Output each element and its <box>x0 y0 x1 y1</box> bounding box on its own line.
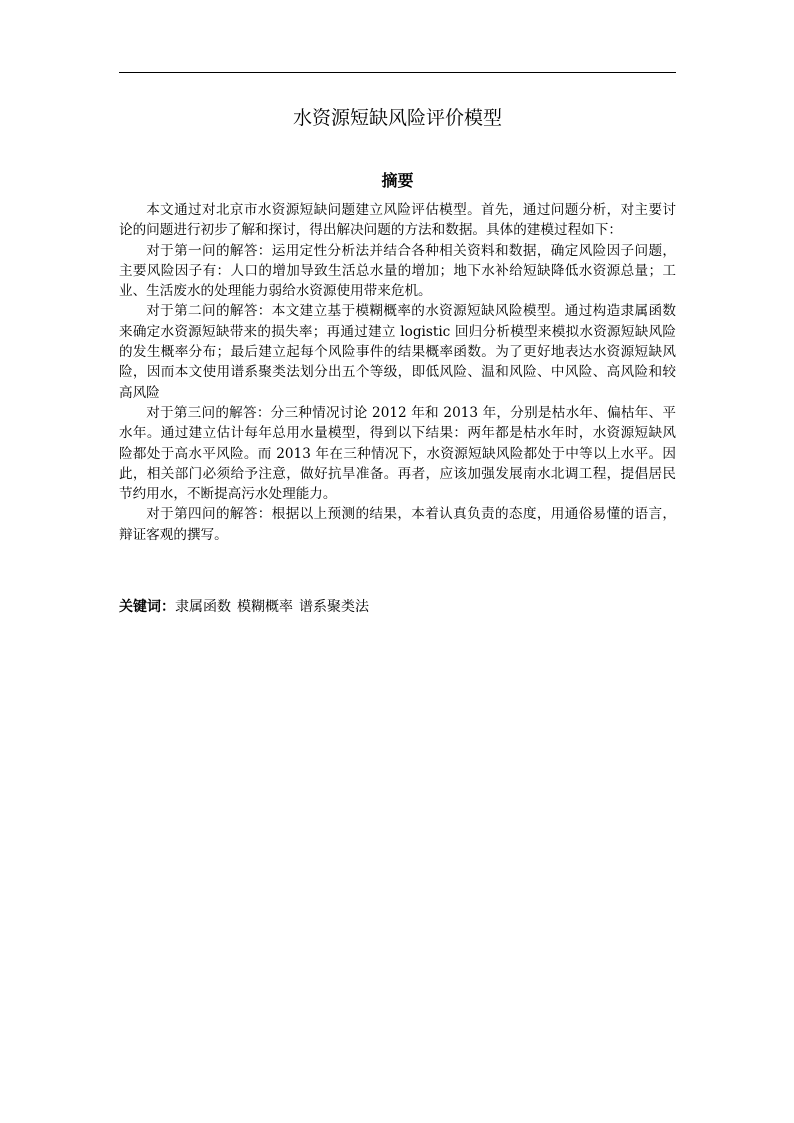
abstract-heading: 摘要 <box>381 171 414 190</box>
keywords-label: 关键词： <box>119 599 175 615</box>
abstract-paragraph-q2: 对于第二问的解答：本文建立基于模糊概率的水资源短缺风险模型。通过构造隶属函数来确定水资源短缺带来的损失率；再通过建立 logistic 回归分析模型来模拟水资源短缺风险的发生概率分布；最后建立起每个风险事件的结果概率函数。为了更好地表达水资源短缺风险，因而本文使用谱系聚类法划分出五个等级，即低风险、温和风险、中风险、高风险和较高风险 <box>119 303 676 401</box>
keyword-item: 谱系聚类法 <box>299 599 369 615</box>
header-rule <box>119 72 676 73</box>
abstract-paragraph-q1: 对于第一问的解答：运用定性分析法并结合各种相关资料和数据，确定风险因子问题，主要风险因子有：人口的增加导致生活总水量的增加；地下水补给短缺降低水资源总量；工业、生活废水的处理能力弱给水资源使用带来危机。 <box>119 242 676 300</box>
paper-title: 水资源短缺风险评价模型 <box>292 107 502 129</box>
abstract-paragraph-intro: 本文通过对北京市水资源短缺问题建立风险评估模型。首先，通过问题分析，对主要讨论的问题进行初步了解和探讨，得出解决问题的方法和数据。具体的建模过程如下： <box>119 202 676 239</box>
abstract-body <box>119 200 676 545</box>
abstract-paragraph-q3: 对于第三问的解答：分三种情况讨论 2012 年和 2013 年，分别是枯水年、偏枯年、平水年。通过建立估计每年总用水量模型，得到以下结果：两年都是枯水年时，水资源短缺风险都处于高水平风险。而 2013 年在三种情况下，水资源短缺风险都处于中等以上水平。因此，相关部门必须给予注意，做好抗旱准备。再者，应该加强发展南水北调工程，提倡居民节约用水，不断提高污水处理能力。 <box>119 404 676 503</box>
abstract-paragraph-q4: 对于第四问的解答：根据以上预测的结果，本着认真负责的态度，用通俗易懂的语言，辩证客观的撰写。 <box>119 506 676 543</box>
keyword-item: 隶属函数 <box>175 599 231 615</box>
keywords-line <box>119 597 676 617</box>
keyword-item: 模糊概率 <box>237 599 293 615</box>
